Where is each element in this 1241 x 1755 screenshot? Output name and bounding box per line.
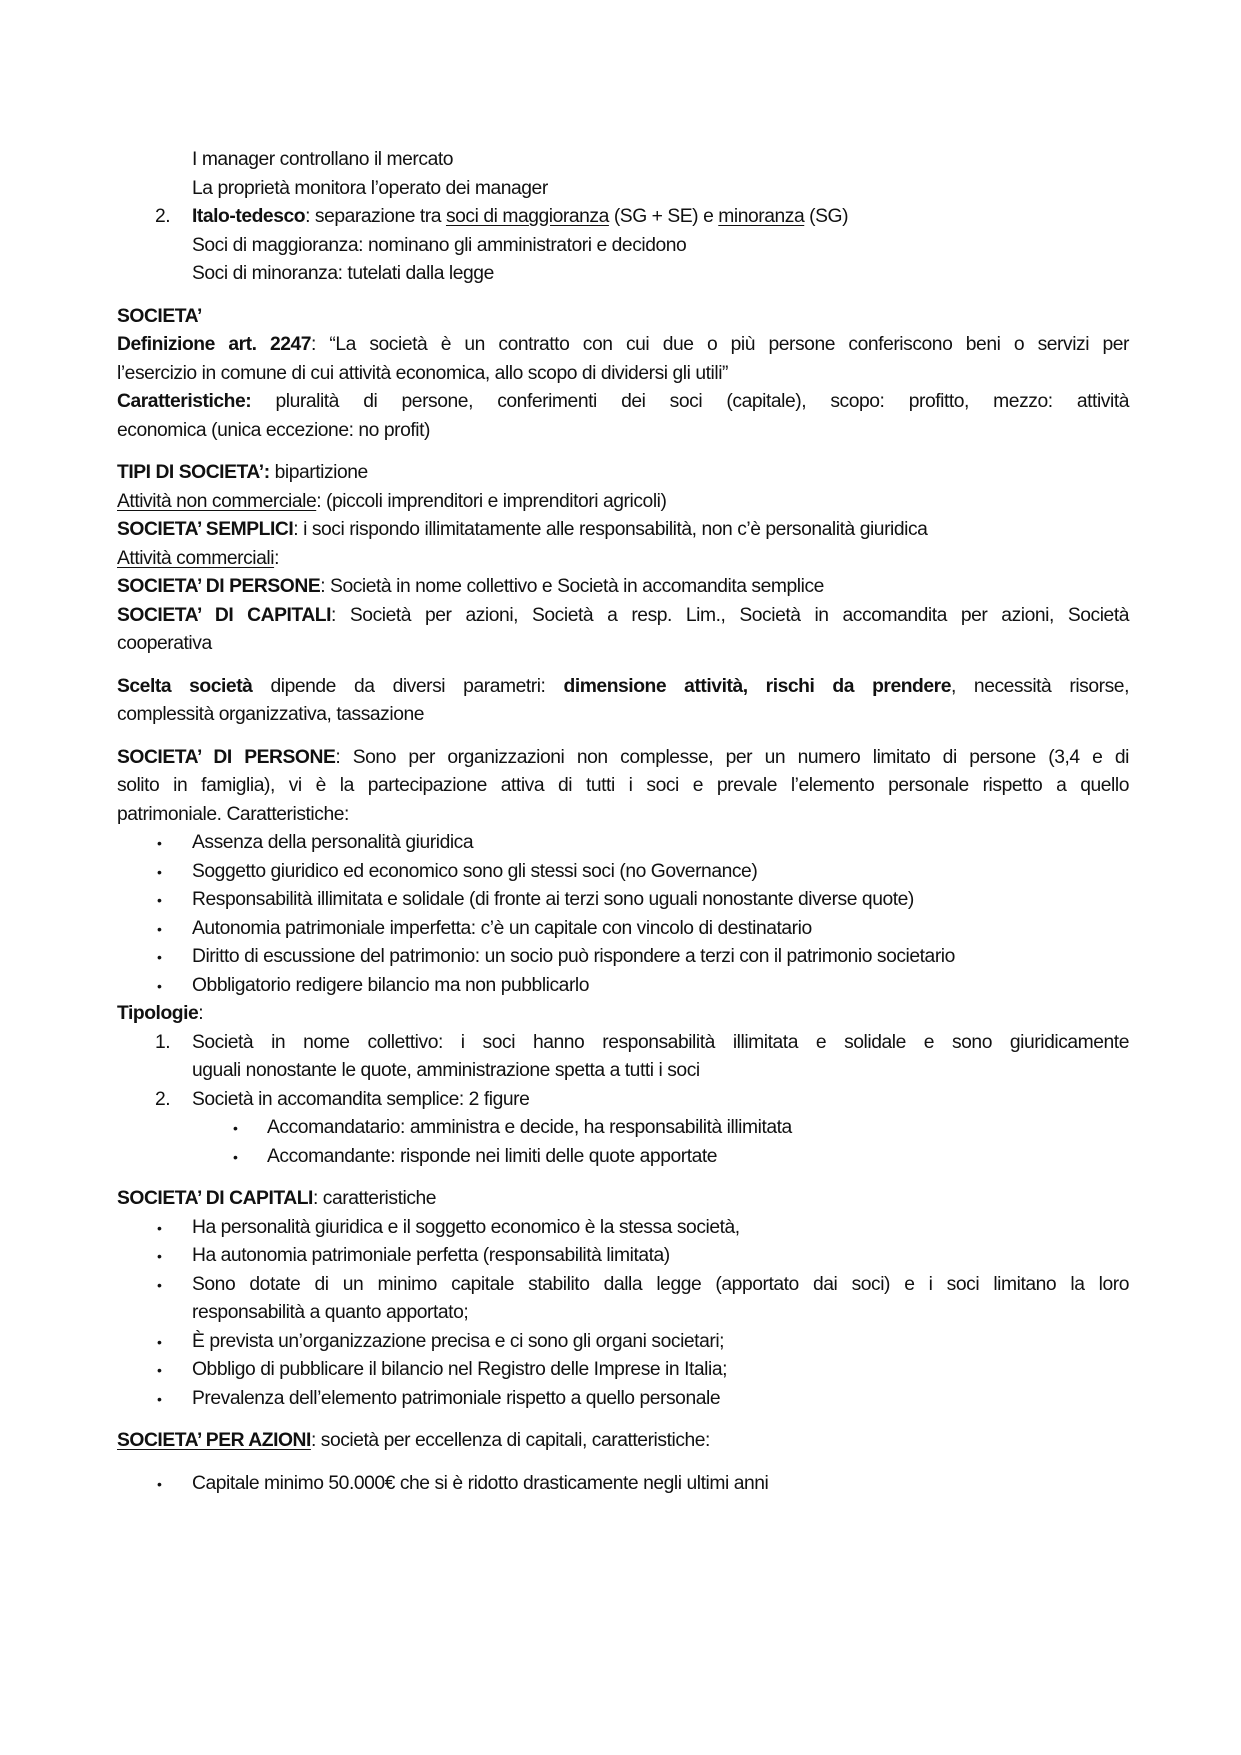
text: Capitale minimo 50.000€ che si è ridotto drasticamente negli ultimi anni [192, 1472, 769, 1494]
numbered-item [117, 203, 1129, 232]
bullet-item [117, 1143, 1129, 1172]
text: : caratteristiche [312, 1188, 437, 1209]
spacer [117, 730, 1129, 744]
section-heading: SOCIETA’ [117, 305, 202, 327]
bullet-item [117, 1356, 1129, 1385]
text-line: La proprietà monitora l’operato dei manager [192, 177, 548, 199]
text-line: responsabilità a quanto apportato; [192, 1302, 469, 1323]
bullet-icon: • [157, 1276, 162, 1293]
bullet-icon: • [157, 863, 162, 880]
text-line [117, 488, 1129, 517]
text: (SG) [804, 206, 849, 227]
spacer [117, 1171, 1129, 1185]
text: Diritto di escussione del patrimonio: un socio può rispondere a terzi con il patrimonio societario [192, 946, 955, 967]
term-bold: SOCIETA’ DI CAPITALI [117, 1188, 313, 1209]
spacer [117, 289, 1129, 303]
term-bold: SOCIETA’ DI CAPITALI [117, 604, 332, 626]
numbered-item [117, 1086, 1129, 1115]
spacer [117, 1413, 1129, 1427]
text: Ha autonomia patrimoniale perfetta (responsabilità limitata) [192, 1245, 670, 1266]
text: Obbligatorio redigere bilancio ma non pubblicarlo [192, 974, 590, 996]
section-heading [117, 1185, 1129, 1214]
term-bold: SOCIETA’ DI PERSONE [117, 576, 321, 597]
bullet-icon: • [157, 920, 162, 937]
term-bold: Italo-tedesco [192, 206, 306, 227]
bullet-item [117, 972, 1129, 1001]
text: Accomandatario: amministra e decide, ha responsabilità illimitata [267, 1117, 792, 1138]
term-underlined: soci di maggioranza [445, 206, 609, 227]
text: Obbligo di pubblicare il bilancio nel Registro delle Imprese in Italia; [192, 1359, 728, 1380]
text-line: cooperativa [117, 633, 212, 654]
spacer [117, 1456, 1129, 1470]
spacer [117, 659, 1129, 673]
text: dipende da diversi parametri: [252, 675, 564, 697]
text-line: l’esercizio in comune di cui attività economica, allo scopo di dividersi gli utili” [117, 362, 729, 384]
bullet-icon: • [157, 1362, 162, 1378]
characteristics-line [117, 388, 1129, 417]
bullet-icon: • [157, 977, 162, 994]
text: : (piccoli imprenditori e imprenditori agricoli) [316, 490, 667, 512]
bullet-item [117, 1114, 1129, 1143]
bullet-icon: • [157, 1390, 162, 1407]
bullet-item [117, 829, 1129, 858]
spacer [117, 445, 1129, 459]
term-bold-underlined: SOCIETA’ PER AZIONI [117, 1430, 311, 1451]
text-line: Soci di maggioranza: nominano gli amministratori e decidono [192, 234, 687, 256]
text-line: solito in famiglia), vi è la partecipazione attiva di tutti i soci e prevale l’elemento personale rispetto a quello [117, 775, 1129, 796]
bullet-item [117, 1271, 1129, 1300]
text: : i soci rispondo illimitatamente alle responsabilità, non c’è personalità giuridica [293, 519, 928, 540]
bullet-item [117, 943, 1129, 972]
list-number: 2. [155, 206, 171, 227]
bullet-icon: • [157, 892, 162, 908]
bullet-item [117, 915, 1129, 944]
text-line [117, 673, 1129, 702]
text: : [198, 1003, 204, 1024]
numbered-item [117, 1029, 1129, 1058]
text: Soggetto giuridico ed economico sono gli stessi soci (no Governance) [192, 860, 758, 882]
text-line: patrimoniale. Caratteristiche: [117, 803, 349, 825]
text: : “La società è un contratto con cui due o più persone conferiscono beni o servizi per [311, 334, 1129, 355]
text-line [117, 602, 1129, 631]
text-line [117, 516, 1129, 545]
term-bold: dimensione attività, rischi da prendere [563, 675, 951, 697]
term-bold: Tipologie [117, 1003, 199, 1024]
list-number: 1. [155, 1031, 171, 1053]
text: Sono dotate di un minimo capitale stabilito dalla legge (apportato dai soci) e i soci limitano la loro [192, 1273, 1129, 1295]
bullet-icon: • [157, 1248, 162, 1264]
text: : separazione tra [305, 206, 446, 227]
bullet-item [117, 1328, 1129, 1357]
bullet-item [117, 1214, 1129, 1243]
text-line: Soci di minoranza: tutelati dalla legge [192, 263, 494, 284]
text-line: complessità organizzativa, tassazione [117, 704, 425, 725]
document-page [117, 146, 1129, 1498]
term-bold: SOCIETA’ DI PERSONE [117, 746, 336, 768]
term-bold: Definizione art. 2247 [117, 334, 312, 355]
text-line [117, 545, 1129, 574]
text: Assenza della personalità giuridica [192, 832, 474, 853]
term-bold: Caratteristiche: [117, 391, 252, 412]
text: Responsabilità illimitata e solidale (di fronte ai terzi sono uguali nonostante diverse quote) [192, 889, 914, 910]
bullet-item [117, 886, 1129, 915]
text-line [117, 573, 1129, 602]
bullet-item [117, 1470, 1129, 1499]
text: Società in accomandita semplice: 2 figure [192, 1088, 530, 1110]
list-number: 2. [155, 1088, 171, 1110]
term-underlined: minoranza [718, 206, 805, 227]
bullet-icon: • [157, 1475, 162, 1492]
text: : Società in nome collettivo e Società in accomandita semplice [320, 576, 824, 597]
section-heading [117, 1427, 1129, 1456]
subheading [117, 1000, 1129, 1029]
bullet-item [117, 1385, 1129, 1414]
bullet-icon: • [233, 1148, 238, 1165]
section-heading [117, 459, 1129, 488]
text: : [274, 547, 279, 569]
bullet-icon: • [157, 1219, 162, 1236]
text: Ha personalità giuridica e il soggetto economico è la stessa società, [192, 1216, 740, 1238]
definition-line [117, 331, 1129, 360]
bullet-item [117, 1242, 1129, 1271]
term-bold: Scelta società [117, 675, 253, 697]
text-line: I manager controllano il mercato [192, 149, 454, 170]
bullet-icon: • [157, 949, 162, 965]
text: (SG + SE) e [608, 206, 719, 227]
text: , necessità risorse, [950, 675, 1129, 697]
text: È prevista un’organizzazione precisa e ci sono gli organi societari; [192, 1330, 725, 1352]
bullet-item [117, 858, 1129, 887]
text: : società per eccellenza di capitali, caratteristiche: [310, 1430, 710, 1451]
text-line: uguali nonostante le quote, amministrazione spetta a tutti i soci [192, 1060, 700, 1081]
text: : Sono per organizzazioni non complesse, per un numero limitato di persone (3,4 e di [335, 746, 1129, 768]
text-line [117, 744, 1129, 773]
term-underlined: Attività commerciali [117, 547, 275, 569]
bullet-icon: • [233, 1120, 238, 1136]
text: pluralità di persone, conferimenti dei soci (capitale), scopo: profitto, mezzo: attività [251, 391, 1129, 412]
bullet-icon: • [157, 1333, 162, 1350]
text: bipartizione [269, 462, 368, 483]
text: : Società per azioni, Società a resp. Lim., Società in accomandita per azioni, Società [331, 604, 1129, 626]
text: Società in nome collettivo: i soci hanno responsabilità illimitata e solidale e sono giuridicamente [192, 1031, 1129, 1053]
bullet-icon: • [157, 835, 162, 851]
text: Autonomia patrimoniale imperfetta: c’è un capitale con vincolo di destinatario [192, 917, 812, 939]
term-underlined: Attività non commerciale [117, 490, 317, 512]
term-bold: SOCIETA’ SEMPLICI [117, 519, 294, 540]
term-bold: TIPI DI SOCIETA’: [117, 462, 270, 483]
text: Prevalenza dell’elemento patrimoniale rispetto a quello personale [192, 1387, 721, 1409]
text: Accomandante: risponde nei limiti delle quote apportate [267, 1145, 718, 1167]
text-line: economica (unica eccezione: no profit) [117, 419, 430, 441]
